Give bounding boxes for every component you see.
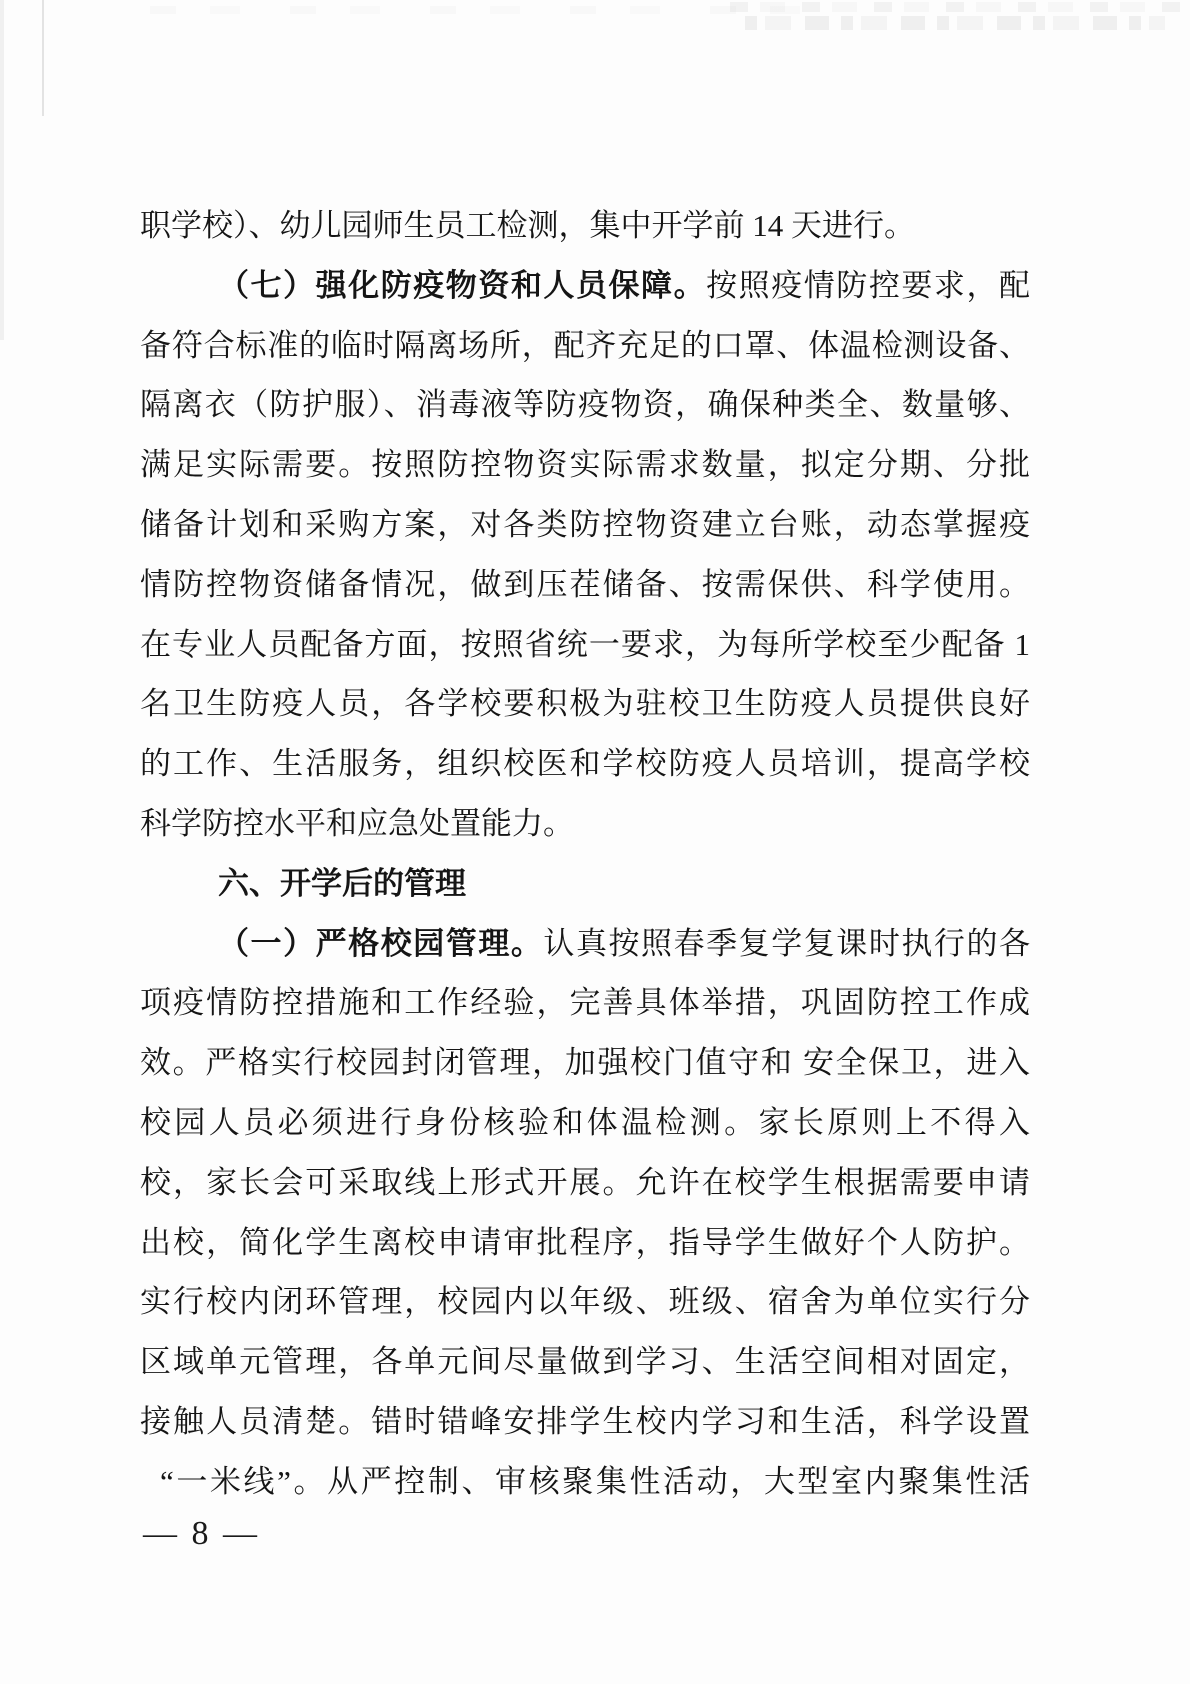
scan-artifact xyxy=(42,0,44,116)
line-text: 备符合标准的临时隔离场所，配齐充足的口罩、体温检测设备、 xyxy=(140,327,1030,363)
line-text: 按照疫情防控要求，配 xyxy=(706,267,1030,303)
scan-artifact xyxy=(745,16,1165,30)
line-text: 校，家长会可采取线上形式开展。允许在校学生根据需要申请 xyxy=(140,1164,1030,1200)
line-text: 区域单元管理，各单元间尽量做到学习、生活空间相对固定， xyxy=(140,1344,1030,1380)
text-line xyxy=(140,316,1030,376)
line-text: “一米线”。从严控制、审核聚集性活动，大型室内聚集性活 xyxy=(160,1463,1030,1499)
line-text: 的工作、生活服务，组织校医和学校防疫人员培训，提高学校 xyxy=(140,746,1030,782)
line-text: 认真按照春季复学复课时执行的各 xyxy=(543,925,1031,961)
line-text: 校园人员必须进行身份核验和体温检测。家长原则上不得入 xyxy=(140,1104,1030,1140)
line-text: 效。严格实行校园封闭管理，加强校门值守和 安全保卫，进入 xyxy=(140,1045,1030,1081)
line-text: 隔离衣（防护服）、消毒液等防疫物资，确保种类全、数量够、 xyxy=(140,387,1030,423)
text-line xyxy=(140,674,1030,734)
text-line xyxy=(140,1332,1030,1392)
line-text: 在专业人员配备方面，按照省统一要求，为每所学校至少配备 1 xyxy=(140,626,1030,662)
line-text: 满足实际需要。按照防控物资实际需求数量，拟定分期、分批 xyxy=(140,447,1030,483)
text-line xyxy=(140,734,1030,794)
line-text: 出校，简化学生离校申请审批程序，指导学生做好个人防护。 xyxy=(140,1224,1030,1260)
text-line xyxy=(140,1093,1030,1153)
text-line xyxy=(140,196,1030,256)
text-line xyxy=(140,615,1030,675)
line-text: 储备计划和采购方案，对各类防控物资建立台账，动态掌握疫 xyxy=(140,506,1030,542)
line-text: 情防控物资储备情况，做到压茬储备、按需保供、科学使用。 xyxy=(140,566,1030,602)
heading-line xyxy=(140,854,1030,914)
bold-lead-text: （七）强化防疫物资和人员保障。 xyxy=(218,267,707,303)
line-text: 六、开学后的管理 xyxy=(218,865,466,901)
text-line xyxy=(140,1392,1030,1452)
scan-artifact xyxy=(0,0,4,340)
text-line xyxy=(140,495,1030,555)
document-text-block xyxy=(140,196,1030,1512)
text-line xyxy=(140,1153,1030,1213)
text-line xyxy=(140,973,1030,1033)
text-line xyxy=(140,1452,1030,1512)
text-line xyxy=(140,1213,1030,1273)
line-text: 职学校）、幼儿园师生员工检测，集中开学前 14 天进行。 xyxy=(140,208,915,243)
line-text: 项疫情防控措施和工作经验，完善具体举措，巩固防控工作成 xyxy=(140,985,1030,1021)
text-line xyxy=(140,1033,1030,1093)
line-text: 科学防控水平和应急处置能力。 xyxy=(140,805,574,841)
text-line xyxy=(140,375,1030,435)
text-line xyxy=(140,1272,1030,1332)
line-text: 接触人员清楚。错时错峰安排学生校内学习和生活，科学设置 xyxy=(140,1403,1030,1439)
text-line xyxy=(140,256,1030,316)
line-text: 名卫生防疫人员，各学校要积极为驻校卫生防疫人员提供良好 xyxy=(140,686,1030,722)
bold-lead-text: （一）严格校园管理。 xyxy=(218,925,544,961)
text-line xyxy=(140,555,1030,615)
scan-artifact xyxy=(730,2,1190,12)
text-line xyxy=(140,435,1030,495)
scan-artifact xyxy=(150,6,840,14)
text-line xyxy=(140,794,1030,854)
text-line xyxy=(140,914,1030,974)
line-text: 实行校内闭环管理，校园内以年级、班级、宿舍为单位实行分 xyxy=(140,1284,1030,1320)
page-number: — 8 — xyxy=(143,1515,260,1552)
